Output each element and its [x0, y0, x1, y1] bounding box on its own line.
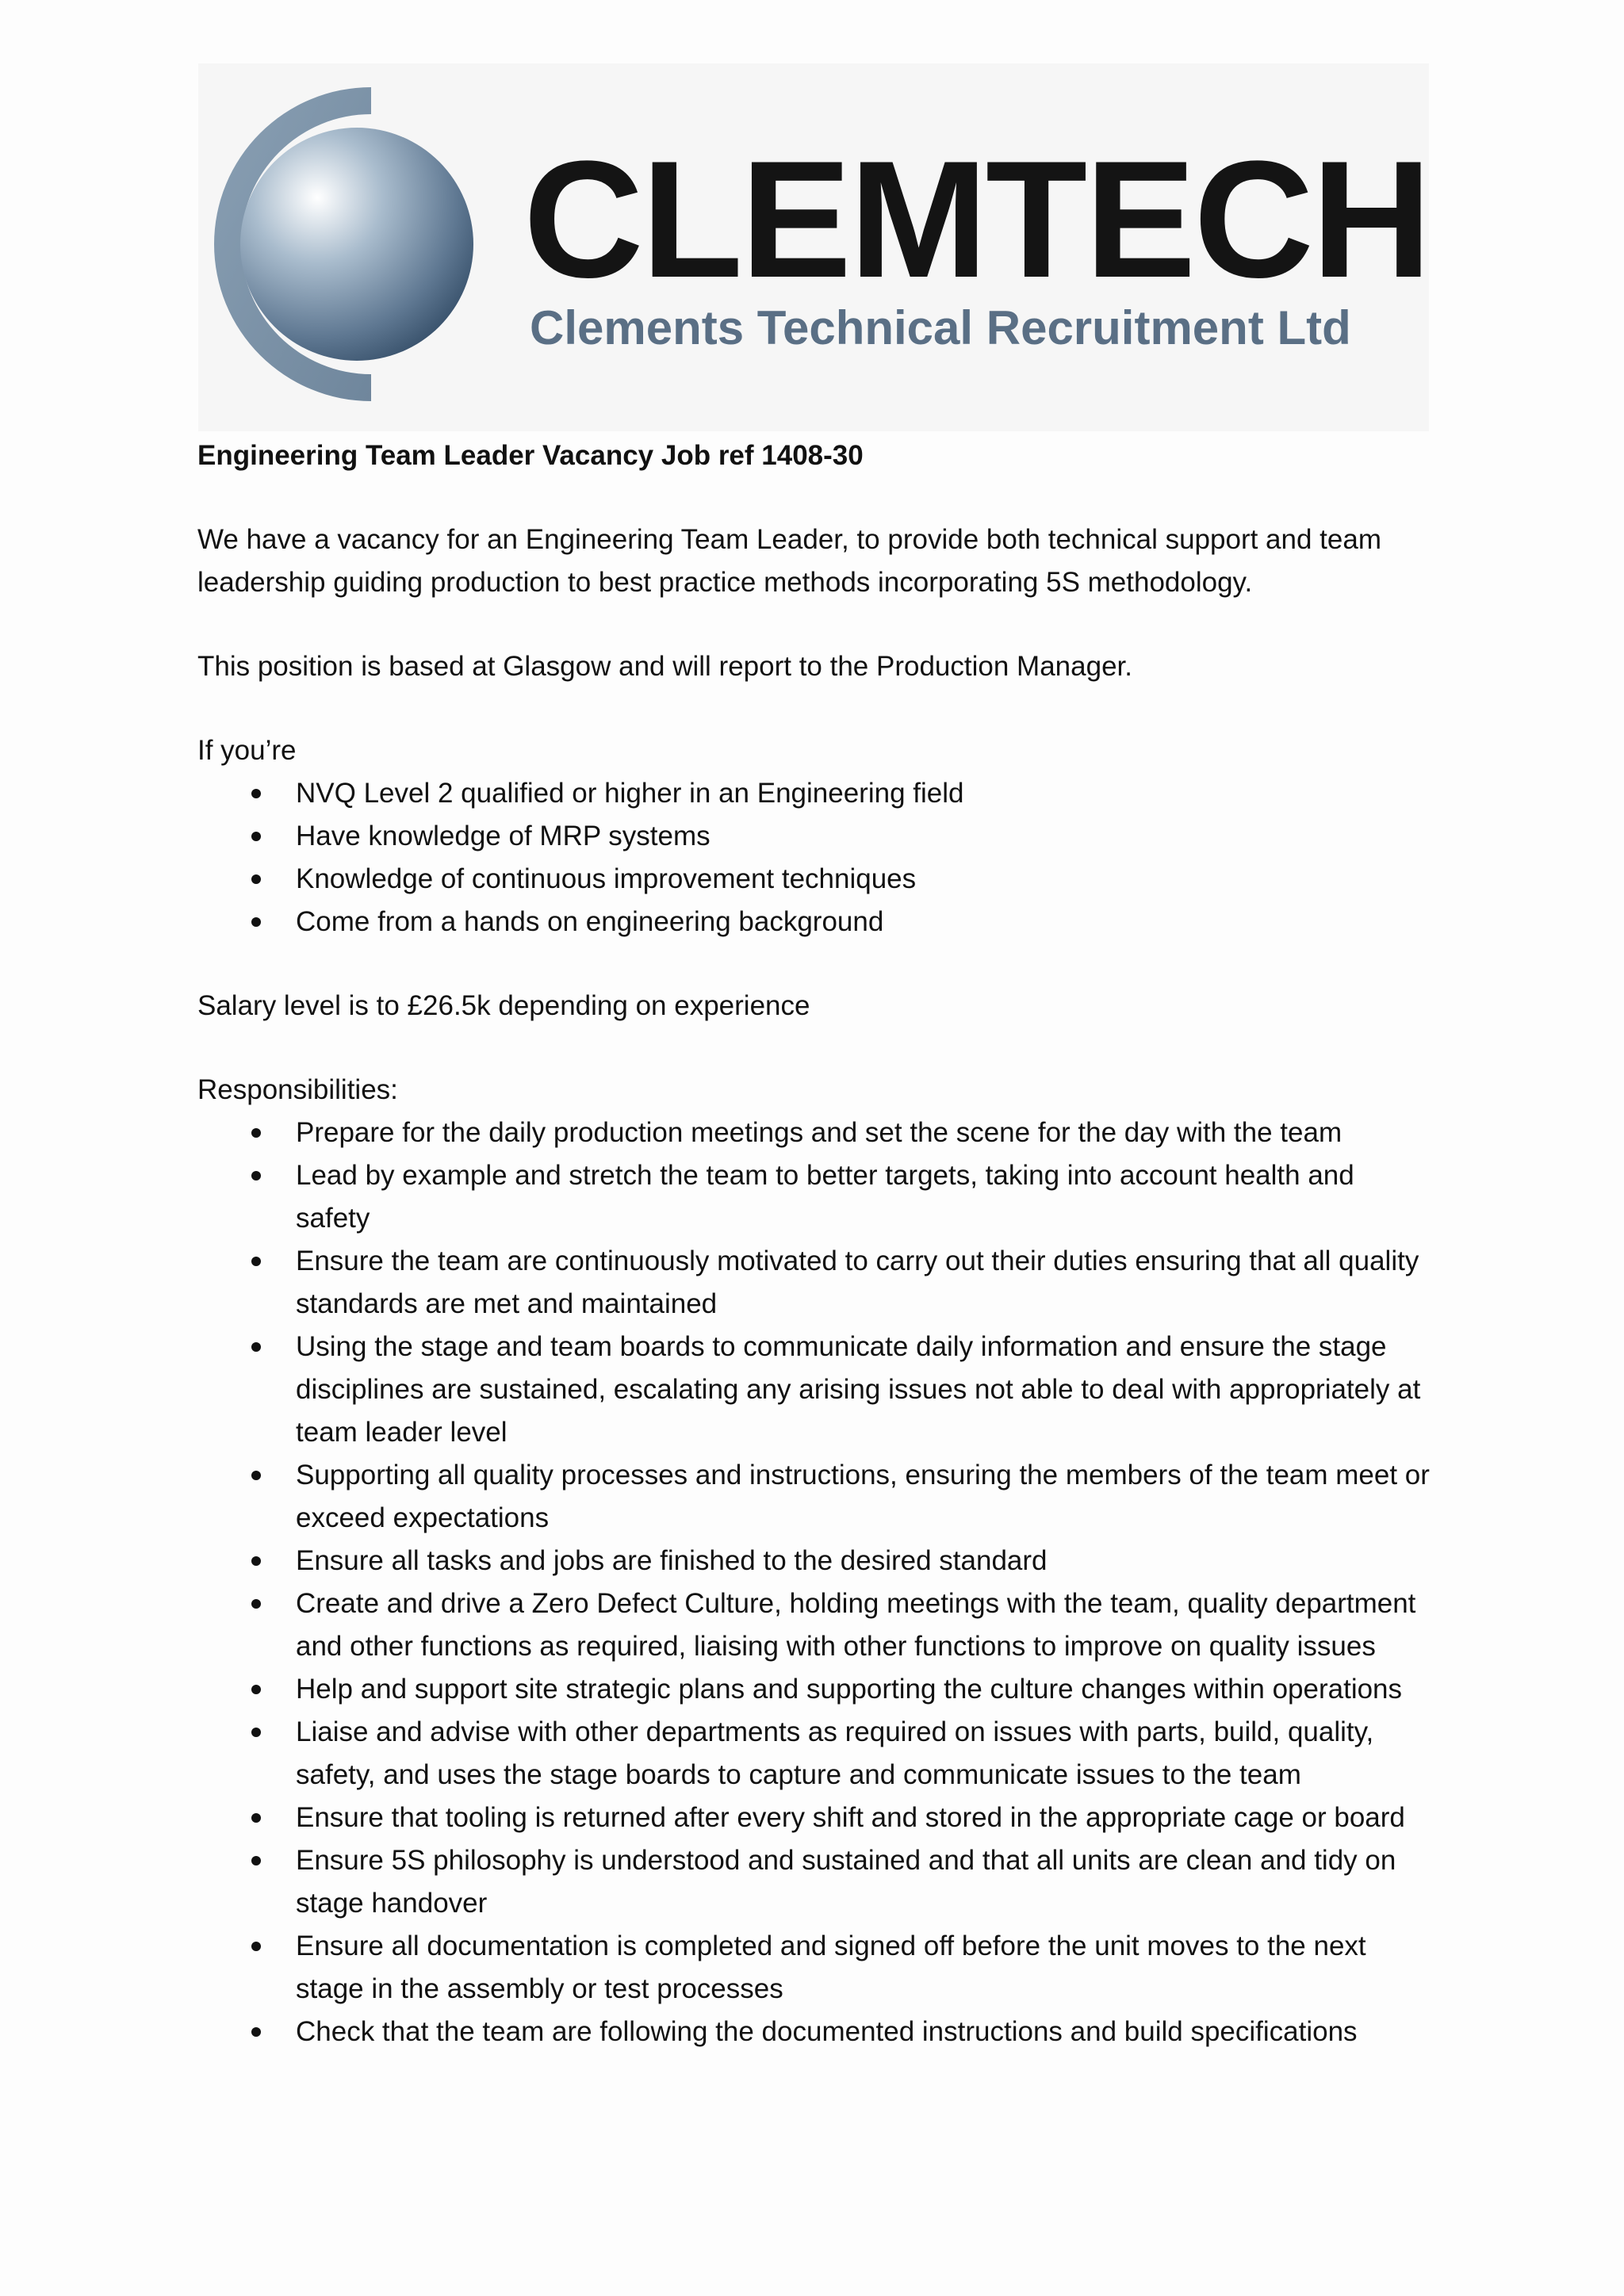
list-item	[197, 1326, 1434, 1454]
list-item-text: Come from a hands on engineering background	[296, 906, 884, 937]
bullet-icon	[251, 1342, 261, 1352]
list-item	[197, 1797, 1434, 1839]
list-item-text: Knowledge of continuous improvement techniques	[296, 863, 917, 894]
list-item	[197, 1112, 1434, 1154]
bullet-icon	[251, 1728, 261, 1737]
list-item-text: Ensure that tooling is returned after every shift and stored in the appropriate cage or board	[296, 1802, 1405, 1833]
list-item	[197, 815, 1434, 858]
requirements-label: If you’re	[197, 735, 297, 766]
bullet-icon	[251, 1471, 261, 1480]
list-item-text: Help and support site strategic plans and supporting the culture changes within operations	[296, 1674, 1403, 1705]
bullet-icon	[251, 1599, 261, 1609]
requirements-list	[197, 772, 1434, 943]
list-item-text: Supporting all quality processes and instructions, ensuring the members of the team meet or exceed expectations	[296, 1460, 1430, 1533]
list-item-text: Prepare for the daily production meetings and set the scene for the day with the team	[296, 1117, 1342, 1148]
list-item-text: Create and drive a Zero Defect Culture, holding meetings with the team, quality department and other functions as required, liaising with other functions to improve on quality issues	[296, 1588, 1416, 1662]
bullet-icon	[251, 917, 261, 927]
salary-text: Salary level is to £26.5k depending on experience	[197, 990, 810, 1021]
list-item-text: Ensure all tasks and jobs are finished to the desired standard	[296, 1545, 1048, 1576]
list-item-text: NVQ Level 2 qualified or higher in an Engineering field	[296, 778, 964, 809]
job-intro: We have a vacancy for an Engineering Team Leader, to provide both technical support and team leadership guiding production to best practice methods incorporating 5S methodology.	[197, 524, 1381, 598]
bullet-icon	[251, 832, 261, 841]
bullet-icon	[251, 1685, 261, 1694]
logo-emblem-icon	[198, 63, 515, 431]
list-item	[197, 1711, 1434, 1797]
bullet-icon	[251, 789, 261, 798]
list-item-text: Have knowledge of MRP systems	[296, 821, 710, 851]
list-item-text: Ensure 5S philosophy is understood and sustained and that all units are clean and tidy on stage handover	[296, 1845, 1396, 1919]
list-item	[197, 772, 1434, 815]
job-title: Engineering Team Leader Vacancy Job ref 1408-30	[197, 440, 864, 471]
logo-subtitle: Clements Technical Recruitment Ltd	[530, 301, 1351, 354]
logo-wordmark: CLEMTECH	[523, 126, 1430, 312]
bullet-icon	[251, 874, 261, 884]
bullet-icon	[251, 1128, 261, 1138]
list-item-text: Liaise and advise with other departments as required on issues with parts, build, quality, safety, and uses the stage boards to capture and communicate issues to the team	[296, 1716, 1374, 1790]
list-item	[197, 1668, 1434, 1711]
company-logo	[198, 63, 1429, 431]
bullet-icon	[251, 1556, 261, 1566]
list-item	[197, 1154, 1434, 1240]
bullet-icon	[251, 2027, 261, 2037]
job-location: This position is based at Glasgow and will report to the Production Manager.	[197, 651, 1132, 682]
list-item	[197, 1540, 1434, 1582]
list-item	[197, 1925, 1434, 2011]
list-item-text: Using the stage and team boards to communicate daily information and ensure the stage disciplines are sustained, escalating any arising issues not able to deal with appropriately at team leader level	[296, 1331, 1421, 1448]
list-item	[197, 901, 1434, 943]
list-item	[197, 1454, 1434, 1540]
bullet-icon	[251, 1171, 261, 1181]
bullet-icon	[251, 1942, 261, 1951]
bullet-icon	[251, 1856, 261, 1866]
list-item	[197, 1839, 1434, 1925]
bullet-icon	[251, 1257, 261, 1266]
list-item	[197, 1240, 1434, 1326]
job-description	[197, 434, 1434, 2095]
responsibilities-list	[197, 1112, 1434, 2053]
list-item-text: Ensure all documentation is completed and signed off before the unit moves to the next stage in the assembly or test processes	[296, 1931, 1366, 2004]
list-item	[197, 858, 1434, 901]
list-item-text: Ensure the team are continuously motivated to carry out their duties ensuring that all quality standards are met and maintained	[296, 1246, 1419, 1319]
list-item-text: Lead by example and stretch the team to better targets, taking into account health and safety	[296, 1160, 1354, 1234]
responsibilities-label: Responsibilities:	[197, 1074, 398, 1105]
logo-sphere-icon	[240, 128, 473, 361]
bullet-icon	[251, 1813, 261, 1823]
list-item-text: Check that the team are following the documented instructions and build specifications	[296, 2016, 1358, 2047]
list-item	[197, 1582, 1434, 1668]
list-item	[197, 2011, 1434, 2053]
